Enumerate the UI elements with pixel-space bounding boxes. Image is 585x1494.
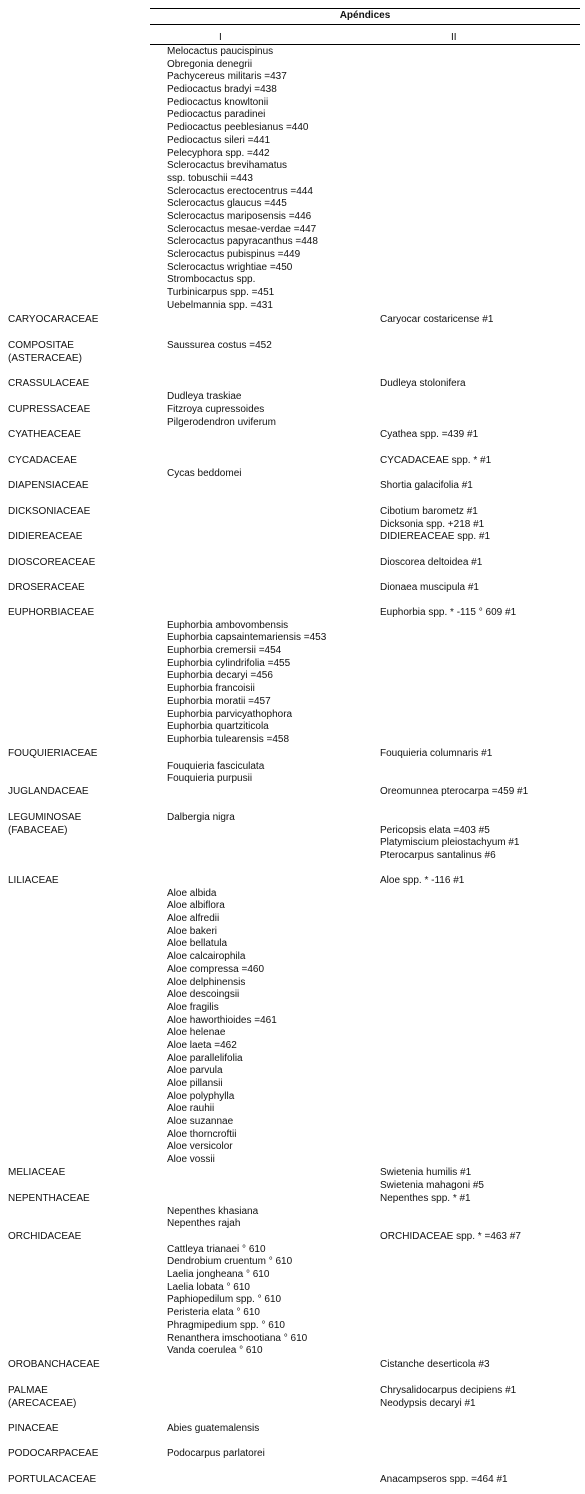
family-name-line: OROBANCHACEAE — [8, 1359, 100, 1370]
family-name-line: DICKSONIACEAE — [8, 506, 91, 517]
appendix-i-entry-line: Melocactus paucispinus — [167, 46, 274, 57]
appendix-i-entry-line: Fitzroya cupressoides — [167, 404, 265, 415]
appendix-i-entry-line: Dudleya traskiae — [167, 390, 242, 402]
appendix-i-entry — [167, 748, 264, 786]
family-name-line: PODOCARPACEAE — [8, 1448, 99, 1459]
family-name-line: DIOSCOREACEAE — [8, 557, 96, 568]
appendix-ii-entry — [380, 1231, 521, 1244]
appendix-ii-entry-line: Swietenia humilis #1 — [380, 1167, 472, 1178]
appendix-ii-entry — [380, 582, 479, 595]
appendix-i-entry-line: Aloe albida — [167, 887, 217, 899]
appendix-ii-header: II — [451, 32, 457, 43]
appendix-ii-entry-line: Fouquieria columnaris #1 — [380, 748, 493, 759]
appendix-i-entry-line — [167, 607, 326, 620]
appendix-i-entry-line: Aloe rauhii — [167, 1103, 215, 1115]
appendix-ii-entry-line: Shortia galacifolia #1 — [380, 480, 473, 491]
appendix-ii-entry-line: Platymiscium pleiostachyum #1 — [380, 837, 520, 849]
appendix-i-entry-line: Euphorbia capsaintemariensis =453 — [167, 632, 327, 644]
appendix-i-entry-line: Saussurea costus =452 — [167, 340, 272, 351]
family-name — [8, 404, 90, 417]
family-name — [8, 582, 85, 595]
appendix-i-entry-line: Abies guatemalensis — [167, 1423, 260, 1434]
appendix-i-entry-line: Aloe parvula — [167, 1065, 223, 1077]
family-name-line: (FABACEAE) — [8, 824, 68, 836]
appendix-i-entry — [167, 340, 272, 353]
appendix-ii-entry-line: Caryocar costaricense #1 — [380, 314, 494, 325]
family-name — [8, 455, 77, 468]
appendix-i-entry-line — [167, 1193, 258, 1206]
appendix-i-entry-line: Uebelmannia spp. =431 — [167, 299, 273, 311]
appendix-i-entry-line: Euphorbia decaryi =456 — [167, 670, 273, 682]
family-name — [8, 506, 90, 519]
appendix-i-entry-line: Sclerocactus pubispinus =449 — [167, 249, 301, 260]
family-name-line: COMPOSITAE — [8, 340, 74, 351]
family-name — [8, 1423, 59, 1436]
appendix-ii-entry-line: Cyathea spp. =439 #1 — [380, 429, 479, 440]
appendix-i-entry-line: Peristeria elata ° 610 — [167, 1307, 260, 1319]
family-name — [8, 1231, 81, 1244]
appendix-i-entry-line: Cycas beddomei — [167, 467, 242, 479]
appendix-i-entry-line: Pediocactus knowltonii — [167, 96, 269, 108]
appendix-i-entry-line: Aloe albiflora — [167, 900, 225, 912]
family-name — [8, 340, 82, 365]
appendix-i-entry-line: Fouquieria purpusii — [167, 773, 253, 785]
appendix-i-entry-line — [167, 378, 241, 391]
appendix-ii-entry — [380, 875, 464, 888]
family-name — [8, 314, 98, 327]
appendix-ii-entry — [380, 429, 478, 442]
appendix-i-entry — [167, 607, 326, 747]
appendix-i-entry-line: Euphorbia ambovombensis — [167, 619, 289, 631]
appendix-i-entry-line: Euphorbia cylindrifolia =455 — [167, 657, 291, 669]
appendix-i-entry-line: Pilgerodendron uviferum — [167, 416, 276, 428]
header-top-rule — [150, 8, 580, 9]
appendix-i-entry-line: Pediocactus peeblesianus =440 — [167, 122, 309, 134]
appendix-i-entry-line: Pelecyphora spp. =442 — [167, 147, 270, 159]
appendix-ii-entry-line: Dicksonia spp. +218 #1 — [380, 518, 485, 530]
appendix-i-entry-line — [167, 455, 241, 468]
appendix-i-header: I — [219, 32, 222, 43]
appendix-i-entry-line: Obregonia denegrii — [167, 58, 253, 70]
appendix-i-entry-line: Aloe alfredii — [167, 913, 220, 925]
appendix-i-entry-line: Aloe descoingsii — [167, 989, 240, 1001]
appendix-i-entry — [167, 378, 241, 403]
appendix-ii-entry-line: Nepenthes spp. * #1 — [380, 1193, 471, 1204]
appendix-ii-entry — [380, 607, 516, 620]
family-name — [8, 429, 81, 442]
appendix-ii-entry — [380, 531, 490, 544]
family-name — [8, 480, 89, 493]
appendix-i-entry-line: Vanda coerulea ° 610 — [167, 1345, 263, 1357]
appendix-i-entry-line: Aloe haworthioides =461 — [167, 1014, 277, 1026]
appendix-i-entry-line: Fouquieria fasciculata — [167, 760, 265, 772]
family-name — [8, 378, 89, 391]
appendix-ii-entry-line: DIDIEREACEAE spp. #1 — [380, 531, 491, 542]
appendix-ii-entry — [380, 1474, 508, 1487]
appendix-i-entry-line: Paphiopedilum spp. ° 610 — [167, 1294, 282, 1306]
appendix-ii-entry-line: Pericopsis elata =403 #5 — [380, 824, 490, 836]
appendix-i-entry-line: Pediocactus sileri =441 — [167, 134, 271, 146]
appendix-i-entry-line: Nepenthes rajah — [167, 1218, 241, 1230]
family-name — [8, 812, 81, 837]
appendix-i-entry-line: Aloe calcairophila — [167, 951, 246, 963]
appendix-i-entry-line: Aloe bakeri — [167, 925, 218, 937]
appendix-i-entry-line: Pediocactus paradinei — [167, 109, 266, 121]
appendix-i-entry-line: Laelia lobata ° 610 — [167, 1281, 250, 1293]
appendix-i-entry-line: Aloe fragilis — [167, 1001, 219, 1013]
appendix-ii-entry — [380, 455, 491, 468]
appendix-i-entry-line: Cattleya trianaei ° 610 — [167, 1243, 266, 1255]
appendix-i-entry-line: Podocarpus parlatorei — [167, 1448, 265, 1459]
appendix-i-entry-line: Dalbergia nigra — [167, 812, 235, 823]
appendix-ii-entry — [380, 557, 482, 570]
appendix-i-entry-line: Sclerocactus mariposensis =446 — [167, 210, 312, 222]
header-mid-rule — [150, 24, 580, 25]
appendix-i-entry — [167, 455, 241, 480]
appendix-i-entry-line: ssp. tobuschii =443 — [167, 172, 253, 184]
appendix-i-entry-line: Pediocactus bradyi =438 — [167, 84, 277, 96]
appendix-i-entry-line — [167, 1231, 307, 1244]
appendix-i-entry-line: Phragmipedium spp. ° 610 — [167, 1319, 285, 1331]
appendix-ii-entry-line: Pterocarpus santalinus #6 — [380, 850, 496, 862]
appendix-ii-entry — [380, 1193, 471, 1206]
header-bottom-rule — [150, 44, 580, 45]
family-name — [8, 1193, 90, 1206]
family-name-line: PALMAE — [8, 1385, 48, 1396]
family-name-line: LEGUMINOSAE — [8, 812, 82, 823]
family-name-line: CYCADACEAE — [8, 455, 77, 466]
appendix-ii-entry-line: Anacampseros spp. =464 #1 — [380, 1474, 508, 1485]
appendix-ii-entry-line: Neodypsis decaryi #1 — [380, 1397, 476, 1409]
appendix-i-entry-line: Euphorbia quartziticola — [167, 721, 269, 733]
appendix-ii-entry — [380, 812, 520, 863]
appendix-ii-entry-line: Swietenia mahagoni #5 — [380, 1179, 484, 1191]
family-name-line: FOUQUIERIACEAE — [8, 748, 98, 759]
appendix-i-entry-line: Sclerocactus wrightiae =450 — [167, 261, 293, 273]
appendix-ii-entry — [380, 506, 484, 531]
family-name-line: (ASTERACEAE) — [8, 352, 82, 364]
appendix-i-entry-line: Aloe compressa =460 — [167, 963, 265, 975]
family-name-line: DIAPENSIACEAE — [8, 480, 89, 491]
appendices-heading: Apéndices — [339, 10, 391, 21]
appendix-i-entry-line: Aloe helenae — [167, 1027, 226, 1039]
family-name-line: CARYOCARACEAE — [8, 314, 99, 325]
appendix-i-entry — [167, 1231, 307, 1358]
appendix-ii-entry-line: CYCADACEAE spp. * #1 — [380, 455, 492, 466]
appendix-ii-entry-line: Chrysalidocarpus decipiens #1 — [380, 1385, 517, 1396]
family-name — [8, 557, 95, 570]
appendix-i-entry-line: Aloe vossii — [167, 1154, 215, 1166]
appendix-ii-entry — [380, 480, 473, 493]
appendix-i-entry-line: Aloe versicolor — [167, 1141, 233, 1153]
family-name-line: LILIACEAE — [8, 875, 59, 886]
appendix-i-entry-line: Dendrobium cruentum ° 610 — [167, 1256, 293, 1268]
appendix-i-entry-line: Turbinicarpus spp. =451 — [167, 287, 275, 299]
appendix-ii-entry — [380, 748, 492, 761]
appendix-i-entry-line: Sclerocactus glaucus =445 — [167, 198, 287, 210]
family-name-line: NEPENTHACEAE — [8, 1193, 90, 1204]
appendix-i-entry-line: Aloe parallelifolia — [167, 1052, 243, 1064]
appendix-ii-entry-line: Aloe spp. * -116 #1 — [380, 875, 465, 886]
appendix-i-entry-line: Sclerocactus papyracanthus =448 — [167, 236, 318, 248]
family-name-line: CYATHEACEAE — [8, 429, 81, 440]
appendix-i-entry — [167, 1423, 259, 1436]
appendix-ii-entry-line: Dudleya stolonifera — [380, 378, 466, 389]
appendix-ii-entry — [380, 1385, 516, 1410]
appendix-i-entry-line: Pachycereus militaris =437 — [167, 71, 287, 83]
appendix-i-entry-line: Laelia jongheana ° 610 — [167, 1269, 270, 1281]
family-name-line: PORTULACACEAE — [8, 1474, 97, 1485]
family-name — [8, 875, 59, 888]
family-name-line: CUPRESSACEAE — [8, 404, 91, 415]
appendix-i-entry-line: Euphorbia francoisii — [167, 683, 255, 695]
appendix-ii-entry-line: Cistanche deserticola #3 — [380, 1359, 490, 1370]
family-name-line: DROSERACEAE — [8, 582, 85, 593]
appendix-ii-entry — [380, 786, 528, 799]
appendix-ii-entry — [380, 314, 493, 327]
appendix-i-entry-line — [167, 875, 277, 888]
family-name-line: CRASSULACEAE — [8, 378, 90, 389]
family-name — [8, 607, 94, 620]
appendix-i-entry — [167, 1193, 258, 1231]
appendix-i-entry — [167, 812, 235, 825]
family-name-line: PINACEAE — [8, 1423, 59, 1434]
appendix-i-entry-line — [167, 748, 264, 761]
appendix-ii-entry-line: Cibotium barometz #1 — [380, 506, 478, 517]
family-name-line: JUGLANDACEAE — [8, 786, 89, 797]
appendix-ii-entry-line: Euphorbia spp. * -115 ° 609 #1 — [380, 607, 517, 618]
family-name — [8, 1167, 65, 1180]
family-name-line: (ARECACEAE) — [8, 1397, 77, 1409]
family-name — [8, 531, 82, 544]
appendix-i-entry-line: Aloe bellatula — [167, 938, 228, 950]
family-name — [8, 786, 89, 799]
appendix-i-entry-line: Renanthera imschootiana ° 610 — [167, 1332, 308, 1344]
appendix-i-entry-line: Nepenthes khasiana — [167, 1205, 259, 1217]
family-name — [8, 1359, 100, 1372]
appendix-i-entry-line: Aloe laeta =462 — [167, 1039, 237, 1051]
family-name — [8, 1448, 98, 1461]
appendix-ii-entry-line: Oreomunnea pterocarpa =459 #1 — [380, 786, 529, 797]
family-name-line: MELIACEAE — [8, 1167, 66, 1178]
appendix-ii-entry-line — [380, 812, 520, 825]
appendix-ii-entry-line: Dioscorea deltoidea #1 — [380, 557, 483, 568]
appendix-i-entry-line: Euphorbia moratii =457 — [167, 695, 271, 707]
family-name — [8, 1385, 76, 1410]
appendix-i-entry-line: Aloe pillansii — [167, 1078, 223, 1089]
appendix-i-entry — [167, 46, 318, 312]
appendix-i-entry-line: Sclerocactus mesae-verdae =447 — [167, 223, 317, 235]
appendix-ii-entry — [380, 378, 466, 391]
appendix-i-entry-line: Sclerocactus brevihamatus — [167, 160, 288, 172]
appendix-i-entry-line: Strombocactus spp. — [167, 274, 256, 286]
appendix-ii-entry-line: ORCHIDACEAE spp. * =463 #7 — [380, 1231, 521, 1242]
appendix-i-entry — [167, 1448, 265, 1461]
appendix-i-entry-line: Aloe polyphylla — [167, 1090, 235, 1102]
family-name-line: DIDIEREACEAE — [8, 531, 83, 542]
appendix-i-entry-line: Sclerocactus erectocentrus =444 — [167, 185, 313, 197]
appendix-i-entry — [167, 404, 276, 429]
appendix-i-entry-line: Euphorbia cremersii =454 — [167, 645, 282, 657]
appendix-ii-entry-line: Dionaea muscipula #1 — [380, 582, 479, 593]
appendix-i-entry-line: Aloe suzannae — [167, 1116, 234, 1128]
family-name-line: ORCHIDACEAE — [8, 1231, 82, 1242]
appendix-i-entry-line: Euphorbia tulearensis =458 — [167, 733, 290, 745]
family-name-line: EUPHORBIACEAE — [8, 607, 95, 618]
appendix-ii-entry — [380, 1167, 484, 1192]
appendix-i-entry-line: Euphorbia parvicyathophora — [167, 708, 293, 720]
family-name — [8, 748, 97, 761]
appendix-ii-entry — [380, 1359, 490, 1372]
appendix-i-entry-line: Aloe thorncroftii — [167, 1128, 237, 1140]
family-name — [8, 1474, 96, 1487]
appendix-i-entry — [167, 875, 277, 1167]
appendix-i-entry-line: Aloe delphinensis — [167, 976, 246, 988]
